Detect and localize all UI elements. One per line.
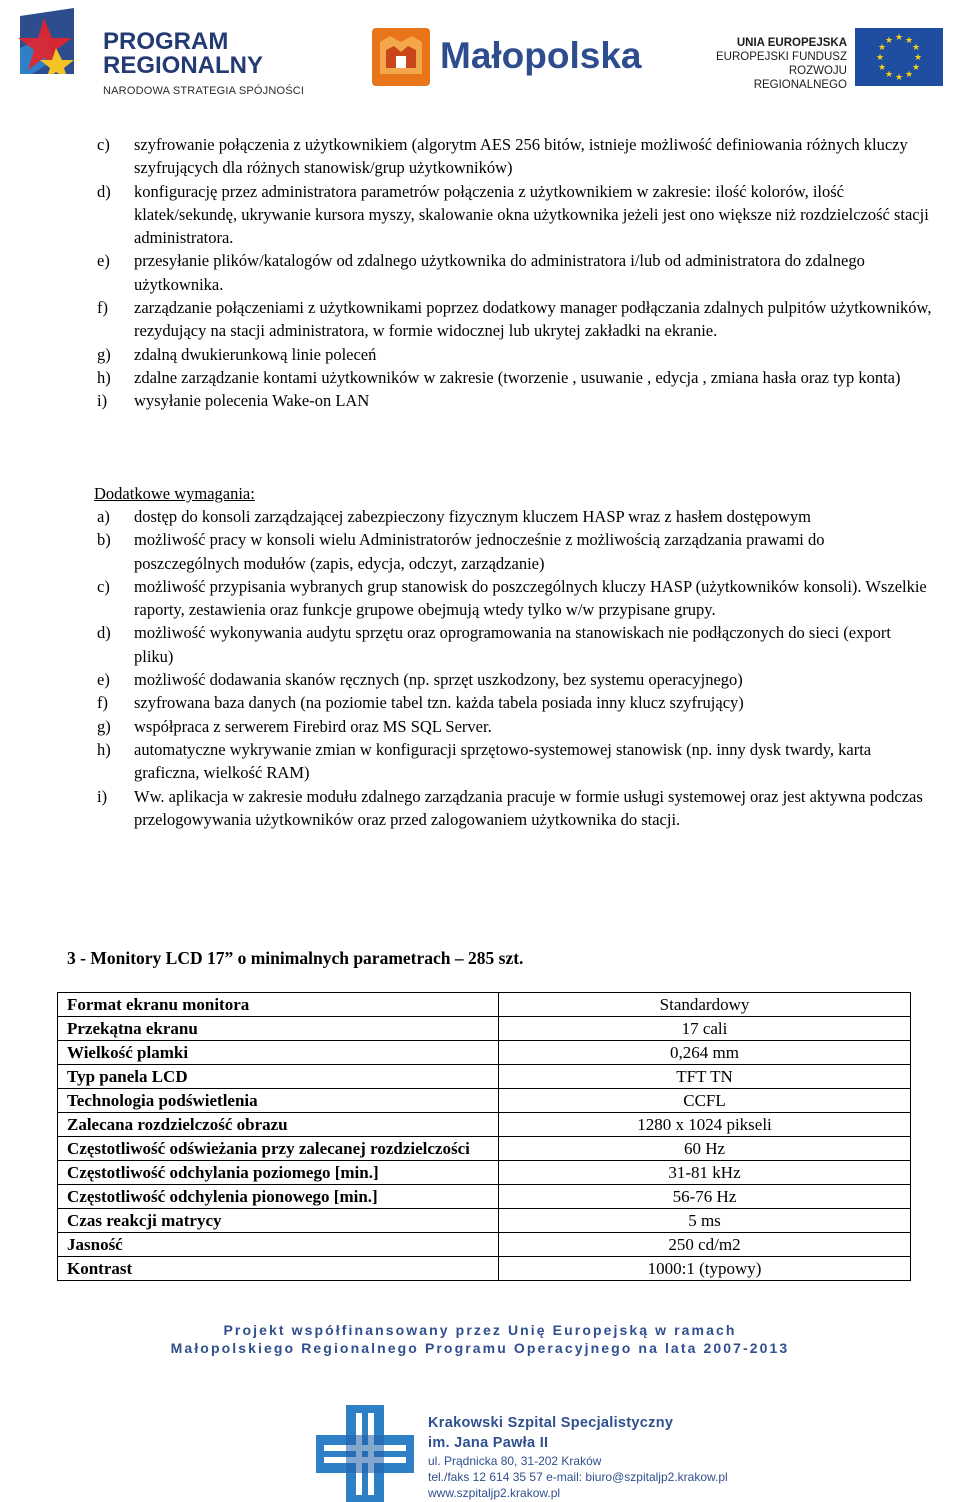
list-item-text: szyfrowana baza danych (na poziomie tabel tzn. każda tabela posiada inny klucz szyfrujący)	[134, 693, 744, 713]
list-item-marker: e)	[97, 251, 110, 271]
page-header	[0, 0, 960, 110]
list-item	[97, 133, 932, 180]
spec-label: Przekątna ekranu	[58, 1017, 499, 1041]
spec-label: Jasność	[58, 1233, 499, 1257]
spec-label: Kontrast	[58, 1257, 499, 1281]
list-item-marker: d)	[97, 181, 111, 201]
hospital-address: ul. Prądnicka 80, 31-202 Kraków	[428, 1454, 602, 1468]
spec-value: Standardowy	[499, 993, 911, 1017]
table-row	[58, 1065, 911, 1089]
list-item	[97, 575, 932, 622]
eu-line2: EUROPEJSKI FUNDUSZ	[716, 51, 847, 63]
list-item-marker: i)	[97, 391, 108, 411]
project-cofinancing-line2: Małopolskiego Regionalnego Programu Operacyjnego na lata 2007-2013	[170, 1340, 790, 1356]
spec-label: Czas reakcji matrycy	[58, 1209, 499, 1233]
hospital-patron: im. Jana Pawła II	[428, 1435, 549, 1451]
spec-value: TFT TN	[499, 1065, 911, 1089]
additional-requirements-heading: Dodatkowe wymagania:	[94, 484, 255, 503]
spec-label: Częstotliwość odchylania poziomego [min.]	[58, 1161, 499, 1185]
list-item-text: współpraca z serwerem Firebird oraz MS SQL Server.	[134, 716, 492, 736]
program-subtitle: NARODOWA STRATEGIA SPÓJNOŚCI	[103, 85, 305, 97]
list-item	[97, 621, 932, 668]
list-item-marker: h)	[97, 739, 111, 759]
svg-text:★: ★	[904, 70, 914, 80]
list-item	[97, 738, 932, 785]
list-item	[97, 691, 932, 714]
list-item-text: wysyłanie polecenia Wake-on LAN	[134, 391, 370, 411]
eu-line1: UNIA EUROPEJSKA	[736, 37, 847, 49]
spec-label: Format ekranu monitora	[58, 993, 499, 1017]
program-line1: PROGRAM	[103, 28, 229, 55]
spec-label: Wielkość plamki	[58, 1041, 499, 1065]
list-item-text: możliwość przypisania wybranych grup stanowisk do poszczególnych kluczy HASP (użytkowników konsoli). Wszelkie raporty, zestawienia oraz funkcje grupowe obejmują wtedy tylko w/w przypisane grupy.	[134, 576, 927, 620]
hospital-website: www.szpitaljp2.krakow.pl	[428, 1486, 561, 1500]
spec-value: CCFL	[499, 1089, 911, 1113]
list-item-text: możliwość dodawania skanów ręcznych (np. sprzęt uszkodzony, bez systemu operacyjnego)	[134, 670, 743, 690]
list-item-marker: g)	[97, 716, 111, 736]
list-item	[97, 505, 932, 528]
list-item	[97, 668, 932, 691]
list-item-text: Ww. aplikacja w zakresie modułu zdalnego zarządzania pracuje w formie usługi systemowej oraz jest aktywna podczas przelogowywania użytkowników oraz przed zalogowaniem użytkownika do stacji.	[134, 786, 923, 829]
list-item-marker: c)	[97, 135, 110, 154]
malopolska-logo-icon	[372, 28, 430, 86]
table-row	[58, 1209, 911, 1233]
spec-value: 1280 x 1024 pikseli	[499, 1113, 911, 1137]
list-item	[97, 296, 932, 343]
svg-text:★: ★	[911, 43, 921, 53]
svg-text:★: ★	[875, 53, 885, 63]
section-title: 3 - Monitory LCD 17” o minimalnych parametrach – 285 szt.	[67, 948, 524, 968]
list-item	[97, 389, 932, 412]
table-row	[58, 1113, 911, 1137]
hospital-contact: tel./faks 12 614 35 57 e-mail: biuro@szpitaljp2.krakow.pl	[428, 1470, 728, 1484]
spec-label: Zalecana rozdzielczość obrazu	[58, 1113, 499, 1137]
program-regionalny-wordmark	[103, 30, 304, 98]
list-item-text: możliwość pracy w konsoli wielu Administratorów jednocześnie z możliwością zarządzania prawami do poszczególnych modułów (zapis, edycja, odczyt, zarządzanie)	[134, 530, 825, 573]
svg-text:★: ★	[877, 63, 887, 73]
spec-label: Typ panela LCD	[58, 1065, 499, 1089]
list-item	[97, 785, 932, 832]
list-item-text: konfigurację przez administratora parametrów połączenia z użytkownikiem w zakresie: ilość kolorów, ilość klatek/sekundę, ukrywanie kursora myszy, skalowanie okna użytkownika jeżeli jest ono większe niż rozdzielczość stacji administratora.	[134, 181, 929, 248]
list-item-marker: g)	[97, 344, 111, 364]
svg-text:★: ★	[894, 33, 904, 43]
spec-value: 1000:1 (typowy)	[499, 1257, 911, 1281]
list-item	[97, 366, 932, 389]
table-row	[58, 1089, 911, 1113]
hospital-contact-block	[428, 1413, 728, 1501]
additional-requirements-list	[97, 505, 932, 831]
list-item-marker: h)	[97, 367, 111, 387]
list-item-text: możliwość wykonywania audytu sprzętu oraz oprogramowania na stanowiskach nie podłączonych do sieci (export pliku)	[134, 623, 891, 666]
list-item-marker: e)	[97, 670, 110, 690]
table-row	[58, 1257, 911, 1281]
eu-line3: ROZWOJU REGIONALNEGO	[753, 65, 847, 91]
svg-text:★: ★	[894, 73, 904, 83]
table-row	[58, 1161, 911, 1185]
list-item	[97, 249, 932, 296]
svg-text:★: ★	[877, 43, 887, 53]
table-row	[58, 1233, 911, 1257]
spec-value: 56-76 Hz	[499, 1185, 911, 1209]
monitor-spec-table	[57, 992, 911, 1281]
svg-text:★: ★	[913, 53, 923, 63]
project-cofinancing-line1: Projekt współfinansowany przez Unię Europejską w ramach	[223, 1322, 737, 1338]
list-item-text: automatyczne wykrywanie zmian w konfiguracji sprzętowo-systemowej stanowisk (np. inny dysk twardy, karta graficzna, wielkość RAM)	[134, 739, 872, 783]
list-item-marker: a)	[97, 507, 110, 526]
svg-text:★: ★	[911, 63, 921, 73]
spec-label: Technologia podświetlenia	[58, 1089, 499, 1113]
spec-value: 60 Hz	[499, 1137, 911, 1161]
hospital-name: Krakowski Szpital Specjalistyczny	[428, 1415, 674, 1431]
remote-management-features-list	[97, 133, 932, 413]
malopolska-wordmark: Małopolska	[440, 35, 642, 76]
list-item-text: zdalną dwukierunkową linie poleceń	[134, 344, 377, 364]
list-item-text: dostęp do konsoli zarządzającej zabezpieczony fizycznym kluczem HASP wraz z hasłem dostępowym	[134, 507, 812, 526]
list-item-marker: b)	[97, 530, 111, 550]
list-item-text: przesyłanie plików/katalogów od zdalnego użytkownika do administratora i/lub od administratora do zdalnego użytkownika.	[134, 251, 865, 294]
table-row	[58, 1017, 911, 1041]
spec-value: 17 cali	[499, 1017, 911, 1041]
table-row	[58, 1185, 911, 1209]
spec-label: Częstotliwość odchylenia pionowego [min.]	[58, 1185, 499, 1209]
table-row	[58, 1041, 911, 1065]
svg-text:★: ★	[904, 36, 914, 46]
program-regionalny-logo-icon	[16, 8, 78, 106]
eu-fund-label	[697, 36, 847, 92]
list-item-marker: f)	[97, 298, 108, 318]
list-item-text: zdalne zarządzanie kontami użytkowników w zakresie (tworzenie , usuwanie , edycja , zmiana hasła oraz typ konta)	[134, 367, 901, 387]
table-row	[58, 1137, 911, 1161]
svg-text:★: ★	[884, 70, 894, 80]
list-item-marker: c)	[97, 576, 110, 596]
svg-text:★: ★	[884, 36, 894, 46]
list-item	[97, 343, 932, 366]
list-item-marker: f)	[97, 693, 108, 713]
list-item-marker: i)	[97, 786, 108, 806]
table-row	[58, 993, 911, 1017]
list-item-marker: d)	[97, 623, 111, 643]
eu-flag-icon	[855, 28, 943, 86]
spec-value: 31-81 kHz	[499, 1161, 911, 1185]
program-line2: REGIONALNY	[103, 52, 264, 79]
list-item	[97, 180, 932, 250]
spec-value: 250 cd/m2	[499, 1233, 911, 1257]
list-item	[97, 528, 932, 575]
spec-value: 0,264 mm	[499, 1041, 911, 1065]
list-item-text: zarządzanie połączeniami z użytkownikami poprzez dodatkowy manager podłączania zdalnych pulpitów użytkowników, rezydujący na stacji administratora, w formie widocznej lub ukrytej zakładki na ekranie.	[134, 298, 932, 341]
list-item-text: szyfrowanie połączenia z użytkownikiem (algorytm AES 256 bitów, istnieje możliwość definiowania różnych kluczy szyfrujących dla różnych stanowisk/grup użytkowników)	[134, 135, 908, 178]
spec-label: Częstotliwość odświeżania przy zalecanej rozdzielczości	[58, 1137, 499, 1161]
list-item	[97, 715, 932, 738]
hospital-cross-logo-icon	[316, 1405, 414, 1502]
spec-value: 5 ms	[499, 1209, 911, 1233]
